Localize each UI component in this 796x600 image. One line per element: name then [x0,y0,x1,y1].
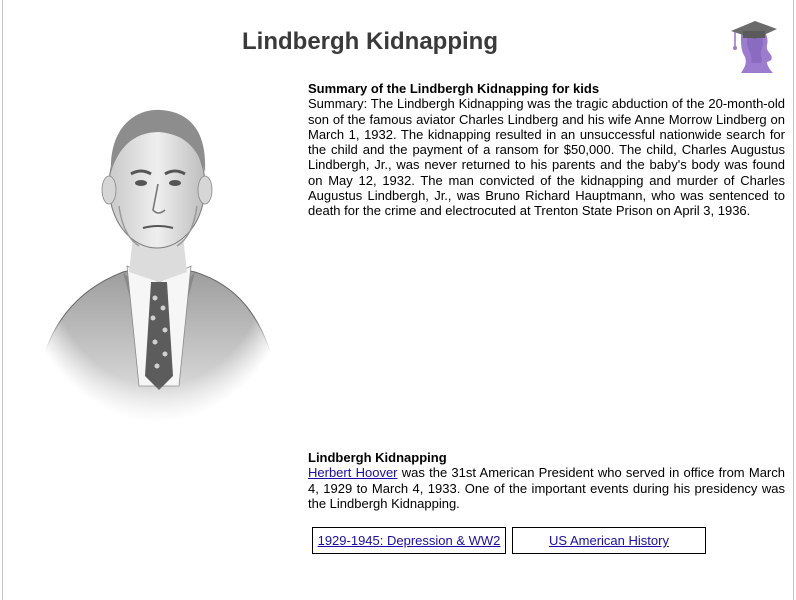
summary-section [308,81,785,219]
summary-text: Summary: The Lindbergh Kidnapping was the tragic abduction of the 20-month-old son of the famous aviator Charles Lindberg and his wife Anne Morrow Lindberg on March 1, 1932. The kidnapping resulted in an unsuccessful nationwide search for the child and the payment of a ransom for $50,000. The child, Charles Augustus Lindbergh, Jr., was never returned to his parents and the baby's body was found on May 12, 1932. The man convicted of the kidnapping and murder of Charles Augustus Lindbergh, Jr., was Bruno Richard Hauptmann, who was sentenced to death for the crime and electrocuted at Trenton State Prison on April 3, 1936. [308,96,785,219]
us-american-history-link[interactable]: US American History [549,533,669,548]
kidnapping-heading: Lindbergh Kidnapping [308,450,447,465]
summary-heading: Summary of the Lindbergh Kidnapping for kids [308,81,600,96]
herbert-hoover-portrait [27,86,289,422]
kidnapping-text: was the 31st American President who served in office from March 4, 1929 to March 4, 1933. One of the important events during his presidency was the Lindbergh Kidnapping. [308,465,785,511]
us-american-history-button[interactable] [512,527,706,554]
page-container [2,0,794,600]
herbert-hoover-link[interactable]: Herbert Hoover [308,465,398,481]
depression-ww2-link[interactable]: 1929-1945: Depression & WW2 [317,533,501,548]
kidnapping-section [308,450,785,511]
page-title: Lindbergh Kidnapping [242,28,498,55]
graduate-silhouette-icon[interactable] [727,17,779,75]
depression-ww2-button[interactable] [312,527,506,554]
